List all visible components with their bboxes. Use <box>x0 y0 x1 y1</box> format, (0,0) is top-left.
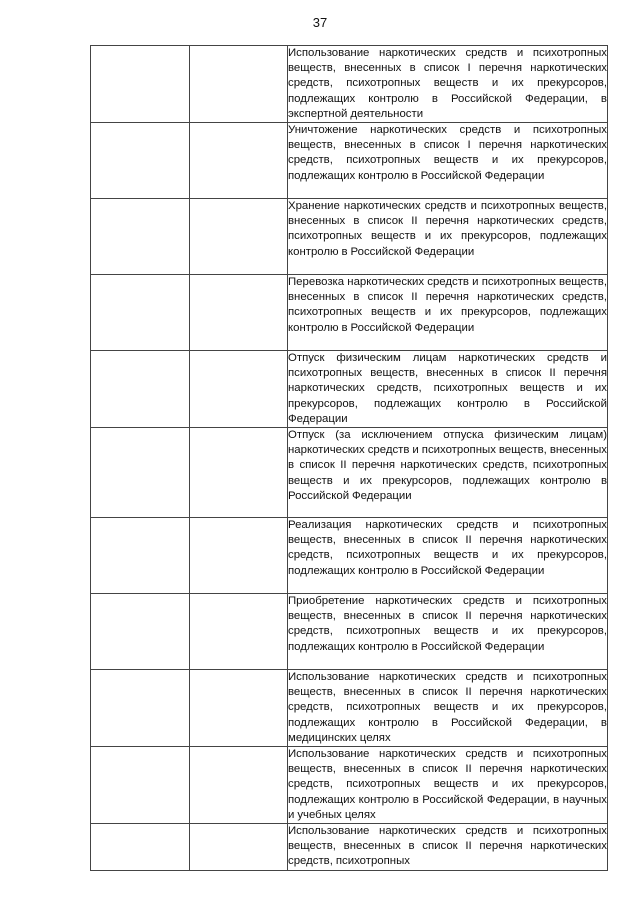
page-number: 37 <box>312 15 328 30</box>
empty-cell <box>91 594 190 670</box>
activity-cell: Приобретение наркотических средств и психотропных веществ, внесенных в список II перечня наркотических средств, психотропных веществ и их прекурсоров, подлежащих контролю в Российской Федерации <box>288 594 608 670</box>
empty-cell <box>190 594 288 670</box>
table-row <box>91 123 608 199</box>
empty-cell <box>190 275 288 351</box>
activity-cell: Перевозка наркотических средств и психотропных веществ, внесенных в список II перечня наркотических средств, психотропных веществ и их прекурсоров, подлежащих контролю в Российской Федерации <box>288 275 608 351</box>
table-row <box>91 670 608 747</box>
table-row <box>91 275 608 351</box>
empty-cell <box>91 518 190 594</box>
empty-cell <box>91 123 190 199</box>
table-row <box>91 747 608 824</box>
empty-cell <box>190 518 288 594</box>
activity-cell: Использование наркотических средств и психотропных веществ, внесенных в список I перечня наркотических средств, психотропных веществ и их прекурсоров, подлежащих контролю в Российской Федерации, в экспертной деятельности <box>288 46 608 123</box>
empty-cell <box>190 351 288 428</box>
empty-cell <box>91 824 190 871</box>
empty-cell <box>91 275 190 351</box>
empty-cell <box>91 670 190 747</box>
activity-cell: Уничтожение наркотических средств и психотропных веществ, внесенных в список I перечня наркотических средств, психотропных веществ и их прекурсоров, подлежащих контролю в Российской Федерации <box>288 123 608 199</box>
empty-cell <box>91 199 190 275</box>
table-row <box>91 824 608 871</box>
empty-cell <box>190 199 288 275</box>
empty-cell <box>190 46 288 123</box>
empty-cell <box>91 428 190 518</box>
activity-cell: Использование наркотических средств и психотропных веществ, внесенных в список II перечня наркотических средств, психотропных <box>288 824 608 871</box>
activity-cell: Реализация наркотических средств и психотропных веществ, внесенных в список II перечня наркотических средств, психотропных веществ и их прекурсоров, подлежащих контролю в Российской Федерации <box>288 518 608 594</box>
empty-cell <box>91 351 190 428</box>
table-row <box>91 594 608 670</box>
empty-cell <box>190 428 288 518</box>
activity-cell: Хранение наркотических средств и психотропных веществ, внесенных в список II перечня наркотических средств, психотропных веществ и их прекурсоров, подлежащих контролю в Российской Федерации <box>288 199 608 275</box>
activity-cell: Отпуск (за исключением отпуска физическим лицам) наркотических средств и психотропных веществ, внесенных в список II перечня наркотических средств, психотропных веществ и их прекурсоров, подлежащих контролю в Российской Федерации <box>288 428 608 518</box>
activity-table <box>90 45 608 871</box>
table-row <box>91 428 608 518</box>
table-row <box>91 199 608 275</box>
activity-cell: Отпуск физическим лицам наркотических средств и психотропных веществ, внесенных в список II перечня наркотических средств, психотропных веществ и их прекурсоров, подлежащих контролю в Российской Федерации <box>288 351 608 428</box>
empty-cell <box>190 824 288 871</box>
table-row <box>91 518 608 594</box>
empty-cell <box>190 670 288 747</box>
empty-cell <box>190 747 288 824</box>
empty-cell <box>91 46 190 123</box>
empty-cell <box>190 123 288 199</box>
activity-cell: Использование наркотических средств и психотропных веществ, внесенных в список II перечня наркотических средств, психотропных веществ и их прекурсоров, подлежащих контролю в Российской Федерации, в научных и учебных целях <box>288 747 608 824</box>
activity-cell: Использование наркотических средств и психотропных веществ, внесенных в список II перечня наркотических средств, психотропных веществ и их прекурсоров, подлежащих контролю в Российской Федерации, в медицинских целях <box>288 670 608 747</box>
table-row <box>91 46 608 123</box>
empty-cell <box>91 747 190 824</box>
table-row <box>91 351 608 428</box>
